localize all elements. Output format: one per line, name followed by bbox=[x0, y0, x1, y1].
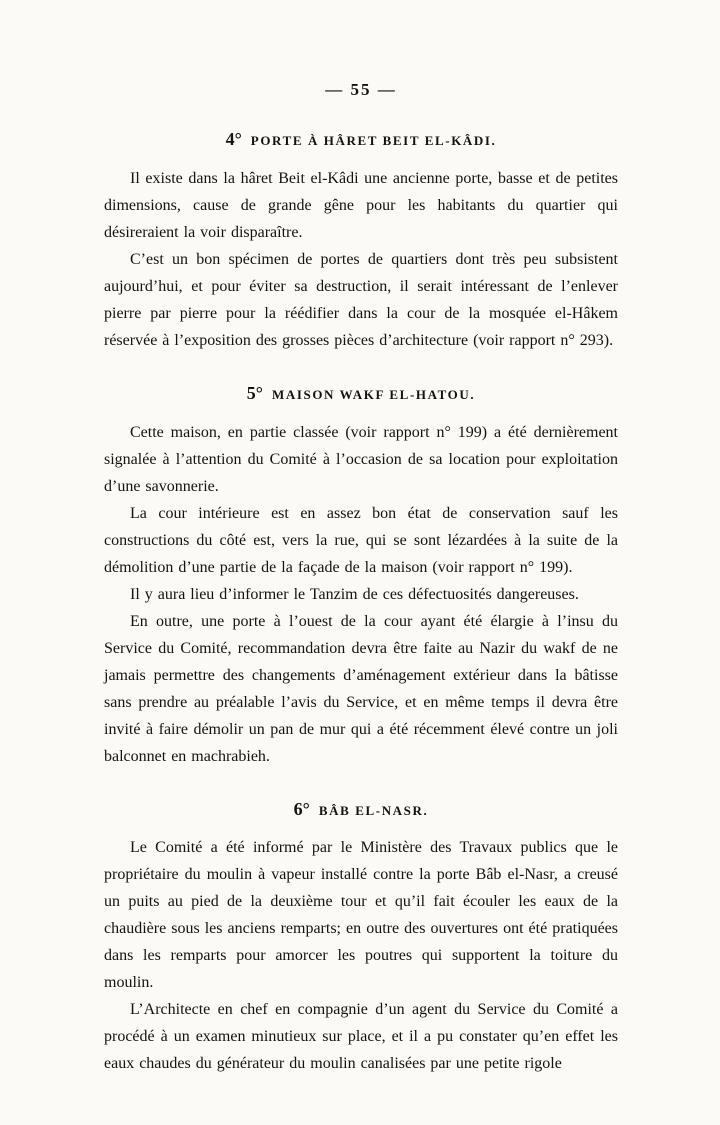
section-title: BÂB EL-NASR. bbox=[318, 802, 429, 818]
paragraph: Cette maison, en partie classée (voir rapport n° 199) a été dernièrement signalée à l’attention du Comité à l’occasion de sa location pour exploitation d’une savonnerie. bbox=[104, 423, 618, 495]
section-heading bbox=[104, 794, 618, 823]
page-number: — 55 — bbox=[325, 80, 397, 99]
section-heading bbox=[104, 124, 618, 153]
section-heading bbox=[104, 378, 618, 407]
paragraph: Il y aura lieu d’informer le Tanzim de ces défectuosités dangereuses. bbox=[130, 585, 579, 603]
paragraph: L’Architecte en chef en compagnie d’un agent du Service du Comité a procédé à un examen minutieux sur place, et il a pu constater qu’en effet les eaux chaudes du générateur du moulin canalisées par une petite rigole bbox=[104, 1001, 618, 1073]
section-number: 6° bbox=[293, 798, 310, 819]
section-title: MAISON WAKF EL-HATOU. bbox=[271, 386, 476, 402]
section-bab-el-nasr bbox=[104, 794, 618, 1078]
section-porte-haret-beit-el-kadi bbox=[104, 124, 618, 354]
paragraph: C’est un bon spécimen de portes de quartiers dont très peu subsistent aujourd’hui, et pour éviter sa destruction, il serait intéressant de l’enlever pierre par pierre pour la réédifier dans la cour de la mosquée el-Hâkem réservée à l’exposition des grosses pièces d’architecture (voir rapport n° 293). bbox=[104, 250, 618, 349]
section-title: PORTE À HÂRET BEIT EL-KÂDI. bbox=[250, 133, 497, 148]
paragraph: Il existe dans la hâret Beit el-Kâdi une ancienne porte, basse et de petites dimensions, cause de grande gêne pour les habitants du quartier qui désireraient la voir disparaître. bbox=[104, 169, 618, 241]
section-number: 4° bbox=[225, 129, 242, 149]
section-maison-wakf-el-hatou bbox=[104, 378, 618, 770]
paragraph: En outre, une porte à l’ouest de la cour ayant été élargie à l’insu du Service du Comité, recommandation devra être faite au Nazir du wakf de ne jamais permettre des changements d’aménagement extérieur dans la bâtisse sans prendre au préalable l’avis du Service, et en même temps il devra être invité à faire démolir un pan de mur qui a été récemment élevé contre un joli balconnet en machrabieh. bbox=[104, 612, 618, 765]
paragraph: La cour intérieure est en assez bon état de conservation sauf les constructions du côté est, vers la rue, qui se sont lézardées à la suite de la démolition d’une partie de la façade de la maison (voir rapport n° 199). bbox=[104, 504, 618, 576]
paragraph: Le Comité a été informé par le Ministère des Travaux publics que le propriétaire du moulin à vapeur installé contre la porte Bâb el-Nasr, a creusé un puits au pied de la deuxième tour et qu’il fait écouler les eaux de la chaudière sous les anciens remparts; en outre des ouvertures ont été pratiquées dans les remparts pour amorcer les poutres qui supportent la toiture du moulin. bbox=[104, 839, 618, 992]
section-number: 5° bbox=[246, 382, 263, 403]
